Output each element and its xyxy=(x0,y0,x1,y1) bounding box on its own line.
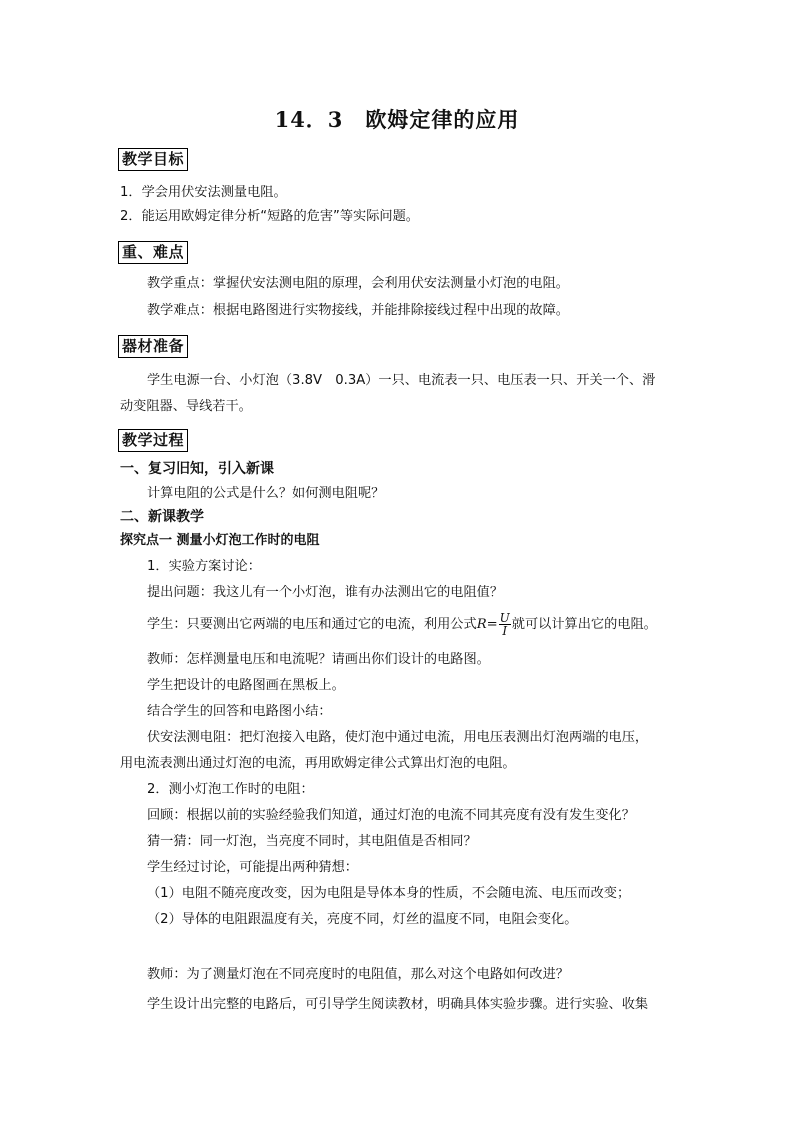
section-heading-goals: 教学目标 xyxy=(118,148,188,171)
paragraph: 结合学生的回答和电路图小结： xyxy=(147,704,332,719)
paragraph: 学生把设计的电路图画在黑板上。 xyxy=(147,678,345,693)
part-heading: 一、复习旧知，引入新课 xyxy=(120,461,274,477)
formula-denominator: I xyxy=(502,624,508,638)
paragraph: 提出问题：我这儿有一个小灯泡，谁有办法测出它的电阻值？ xyxy=(147,585,504,600)
page-title: 14．3 欧姆定律的应用 xyxy=(274,107,520,132)
paragraph: 伏安法测电阻：把灯泡接入电路，使灯泡中通过电流，用电压表测出灯泡两端的电压， xyxy=(147,730,649,745)
paragraph: 回顾：根据以前的实验经验我们知道，通过灯泡的电流不同其亮度有没有发生变化？ xyxy=(147,808,635,823)
materials-text: 动变阻器、导线若干。 xyxy=(120,399,252,414)
formula-numerator: U xyxy=(499,611,510,625)
paragraph: 学生设计出完整的电路后，可引导学生阅读教材，明确具体实验步骤。进行实验、收集 xyxy=(147,997,649,1012)
part-heading: 二、新课教学 xyxy=(120,509,204,525)
paragraph: 教师：为了测量灯泡在不同亮度时的电阻值，那么对这个电路如何改进？ xyxy=(147,967,569,982)
keypoint-item: 教学重点：掌握伏安法测电阻的原理，会利用伏安法测量小灯泡的电阻。 xyxy=(147,276,569,291)
materials-text: 学生电源一台、小灯泡（3.8V 0.3A）一只、电流表一只、电压表一只、开关一个、滑 xyxy=(147,373,656,388)
paragraph: 2．测小灯泡工作时的电阻： xyxy=(147,782,314,797)
formula-lhs: R= xyxy=(476,617,498,632)
paragraph: 猜一猜：同一灯泡，当亮度不同时，其电阻值是否相同？ xyxy=(147,834,477,849)
goal-item: 1．学会用伏安法测量电阻。 xyxy=(120,185,287,200)
paragraph: 计算电阻的公式是什么？如何测电阻呢？ xyxy=(147,486,385,501)
subheading: 探究点一 测量小灯泡工作时的电阻 xyxy=(120,533,320,548)
keypoint-item: 教学难点：根据电路图进行实物接线，并能排除接线过程中出现的故障。 xyxy=(147,303,569,318)
ohm-formula xyxy=(476,611,512,638)
section-heading-materials: 器材准备 xyxy=(118,335,188,358)
goal-item: 2．能运用欧姆定律分析“短路的危害”等实际问题。 xyxy=(120,209,419,224)
paragraph: 1．实验方案讨论： xyxy=(147,559,261,574)
paragraph: 用电流表测出通过灯泡的电流，再用欧姆定律公式算出灯泡的电阻。 xyxy=(120,756,516,771)
paragraph-with-formula xyxy=(147,612,657,637)
section-heading-keypoints: 重、难点 xyxy=(118,241,188,264)
formula-tail-text: 就可以计算出它的电阻。 xyxy=(511,617,657,632)
formula-fraction xyxy=(499,612,511,637)
hypothesis-item: （2）导体的电阻跟温度有关，亮度不同，灯丝的温度不同，电阻会变化。 xyxy=(147,912,578,927)
hypothesis-item: （1）电阻不随亮度改变，因为电阻是导体本身的性质，不会随电流、电压而改变； xyxy=(147,886,631,901)
paragraph: 学生经过讨论，可能提出两种猜想： xyxy=(147,860,358,875)
paragraph: 教师：怎样测量电压和电流呢？请画出你们设计的电路图。 xyxy=(147,652,490,667)
formula-lead-text: 学生：只要测出它两端的电压和通过它的电流，利用公式 xyxy=(147,617,477,632)
section-heading-process: 教学过程 xyxy=(118,429,188,452)
